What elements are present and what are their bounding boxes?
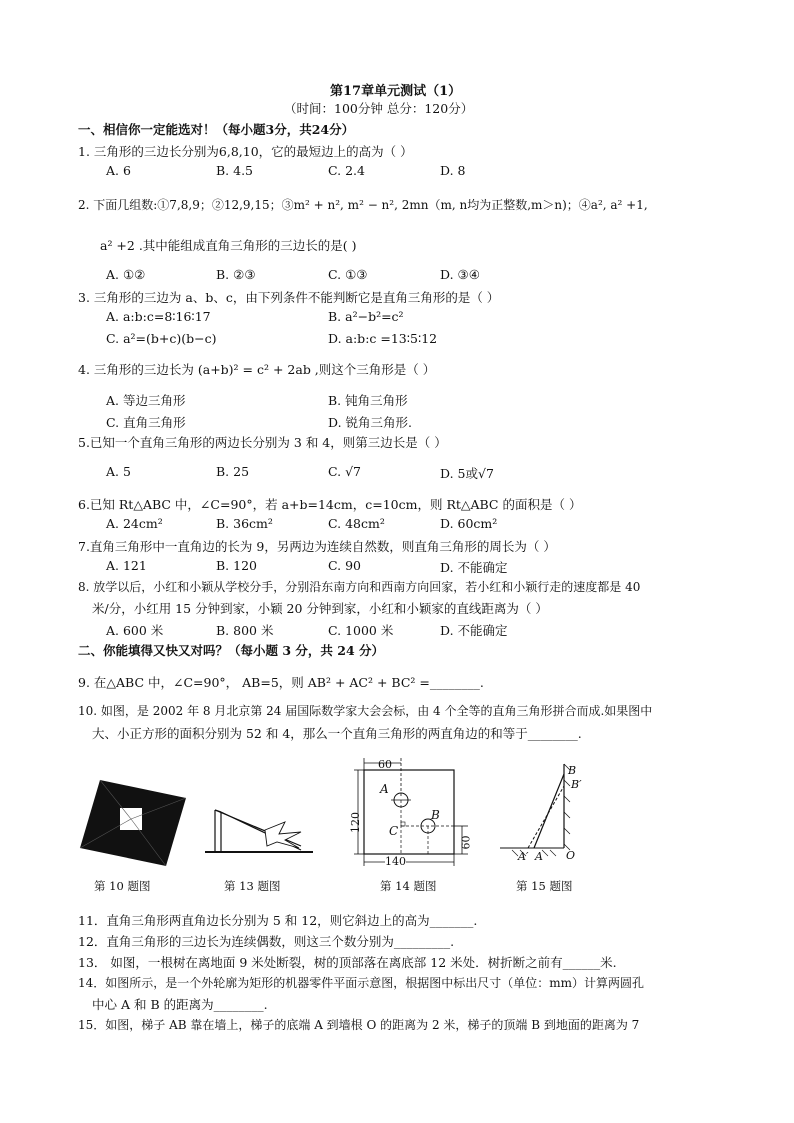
question-15: 15．如图，梯子 AB 靠在墙上，梯子的底端 A 到墙根 O 的距离为 2 米，梯子的顶端 B 到地面的距离为 7 — [78, 1018, 640, 1032]
exam-info: （时间：100分钟 总分：120分） — [284, 101, 474, 116]
q8-option-d: D. 不能确定 — [440, 623, 508, 638]
q7-option-d: D. 不能确定 — [440, 560, 508, 575]
question-6: 6.已知 Rt△ABC 中，∠C=90°，若 a+b=14cm，c=10cm，则 Rt△ABC 的面积是（ ） — [78, 497, 582, 512]
q7-option-a: A. 121 — [106, 558, 147, 573]
q6-option-a: A. 24cm² — [106, 516, 163, 531]
question-14-cont: 中心 A 和 B 的距离为________. — [92, 997, 268, 1012]
q3-option-b: B. a²−b²=c² — [328, 309, 404, 324]
question-10-cont: 大、小正方形的面积分别为 52 和 4，那么一个直角三角形的两直角边的和等于________. — [92, 726, 582, 741]
q5-option-a: A. 5 — [106, 464, 131, 479]
question-10: 10. 如图，是 2002 年 8 月北京第 24 届国际数学家大会会标，由 4 个全等的直角三角形拼合而成.如果图中 — [78, 704, 653, 718]
q3-option-d: D. a:b:c =13∶5∶12 — [328, 331, 438, 346]
page-title: 第17章单元测试（1） — [330, 84, 462, 99]
q7-option-b: B. 120 — [216, 558, 257, 573]
q2-option-c: C. ①③ — [328, 267, 368, 282]
question-11: 11．直角三角形两直角边长分别为 5 和 12，则它斜边上的高为_______. — [78, 913, 478, 928]
fig14-label-a: A — [380, 782, 389, 796]
question-8: 8. 放学以后，小红和小颖从学校分手，分别沿东南方向和西南方向回家，若小红和小颖行走的速度都是 40 — [78, 580, 641, 594]
fig14-label-c: C — [389, 824, 399, 838]
q1-option-b: B. 4.5 — [216, 163, 254, 178]
q8-option-a: A. 600 米 — [106, 623, 164, 638]
q4-option-a: A. 等边三角形 — [106, 393, 186, 408]
caption-figure-10: 第 10 题图 — [94, 879, 151, 893]
caption-figure-13: 第 13 题图 — [224, 879, 281, 893]
question-9: 9. 在△ABC 中，∠C=90°， AB=5，则 AB² + AC² + BC² =________. — [78, 675, 484, 690]
fig15-label-a: A — [535, 850, 543, 863]
q2-option-a: A. ①② — [106, 267, 146, 282]
fig14-dim-right: 60 — [459, 835, 473, 850]
question-3: 3. 三角形的三边为 a、b、c，由下列条件不能判断它是直角三角形的是（ ） — [78, 290, 500, 305]
q8-option-c: C. 1000 米 — [328, 623, 394, 638]
figure-13 — [205, 796, 315, 858]
figure-10 — [78, 778, 188, 868]
question-5: 5.已知一个直角三角形的两边长分别为 3 和 4，则第三边长是（ ） — [78, 435, 447, 450]
q5-option-b: B. 25 — [216, 464, 250, 479]
fig14-dim-bottom: 140 — [385, 855, 406, 868]
q1-option-d: D. 8 — [440, 163, 466, 178]
figure-14 — [346, 756, 476, 871]
q5-option-c: C. √7 — [328, 464, 361, 479]
question-13: 13． 如图，一根树在离地面 9 米处断裂，树的顶部落在离底部 12 米处．树折断之前有______米. — [78, 955, 617, 970]
question-4: 4. 三角形的三边长为 (a+b)² = c² + 2ab ,则这个三角形是（ ） — [78, 362, 436, 377]
fig15-label-a-prime: A′ — [518, 850, 529, 863]
q6-option-b: B. 36cm² — [216, 516, 273, 531]
question-2-cont: a² +2 .其中能组成直角三角形的三边长的是( ) — [100, 238, 357, 253]
q3-option-a: A. a:b:c=8∶16∶17 — [106, 309, 211, 324]
section-2-title: 二、你能填得又快又对吗？（每小题 3 分，共 24 分） — [78, 643, 385, 658]
caption-figure-14: 第 14 题图 — [380, 879, 437, 893]
fig15-label-b-prime: B′ — [571, 778, 582, 791]
q4-option-d: D. 锐角三角形. — [328, 415, 412, 430]
q2-option-d: D. ③④ — [440, 267, 480, 282]
q1-option-a: A. 6 — [106, 163, 131, 178]
question-1: 1. 三角形的三边长分别为6,8,10，它的最短边上的高为（ ） — [78, 144, 413, 159]
question-8-cont: 米/分，小红用 15 分钟到家，小颖 20 分钟到家，小红和小颖家的直线距离为（ ） — [92, 601, 548, 616]
q6-option-d: D. 60cm² — [440, 516, 498, 531]
q4-option-c: C. 直角三角形 — [106, 415, 186, 430]
q6-option-c: C. 48cm² — [328, 516, 385, 531]
q3-option-c: C. a²=(b+c)(b−c) — [106, 331, 217, 346]
section-1-title: 一、相信你一定能选对！（每小题3分，共24分） — [78, 122, 355, 137]
question-14: 14．如图所示，是一个外轮廓为矩形的机器零件平面示意图，根据图中标出尺寸（单位：mm）计算两圆孔 — [78, 976, 645, 990]
fig15-label-b: B — [568, 764, 577, 777]
fig14-dim-left: 120 — [349, 812, 362, 833]
question-12: 12．直角三角形的三边长为连续偶数，则这三个数分别为_________. — [78, 934, 455, 949]
q5-option-d: D. 5或√7 — [440, 466, 494, 481]
q8-option-b: B. 800 米 — [216, 623, 274, 638]
q4-option-b: B. 钝角三角形 — [328, 393, 408, 408]
caption-figure-15: 第 15 题图 — [516, 879, 573, 893]
question-2: 2. 下面几组数:①7,8,9；②12,9,15；③m² + n², m² − n², 2mn（m, n均为正整数,m＞n)；④a², a² +1, — [78, 198, 648, 212]
q2-option-b: B. ②③ — [216, 267, 256, 282]
question-7: 7.直角三角形中一直角边的长为 9，另两边为连续自然数，则直角三角形的周长为（ ） — [78, 539, 556, 554]
q1-option-c: C. 2.4 — [328, 163, 365, 178]
q7-option-c: C. 90 — [328, 558, 361, 573]
fig15-label-o: O — [566, 849, 576, 862]
fig14-label-b: B — [431, 808, 440, 822]
fig14-dim-top: 60 — [378, 758, 392, 771]
